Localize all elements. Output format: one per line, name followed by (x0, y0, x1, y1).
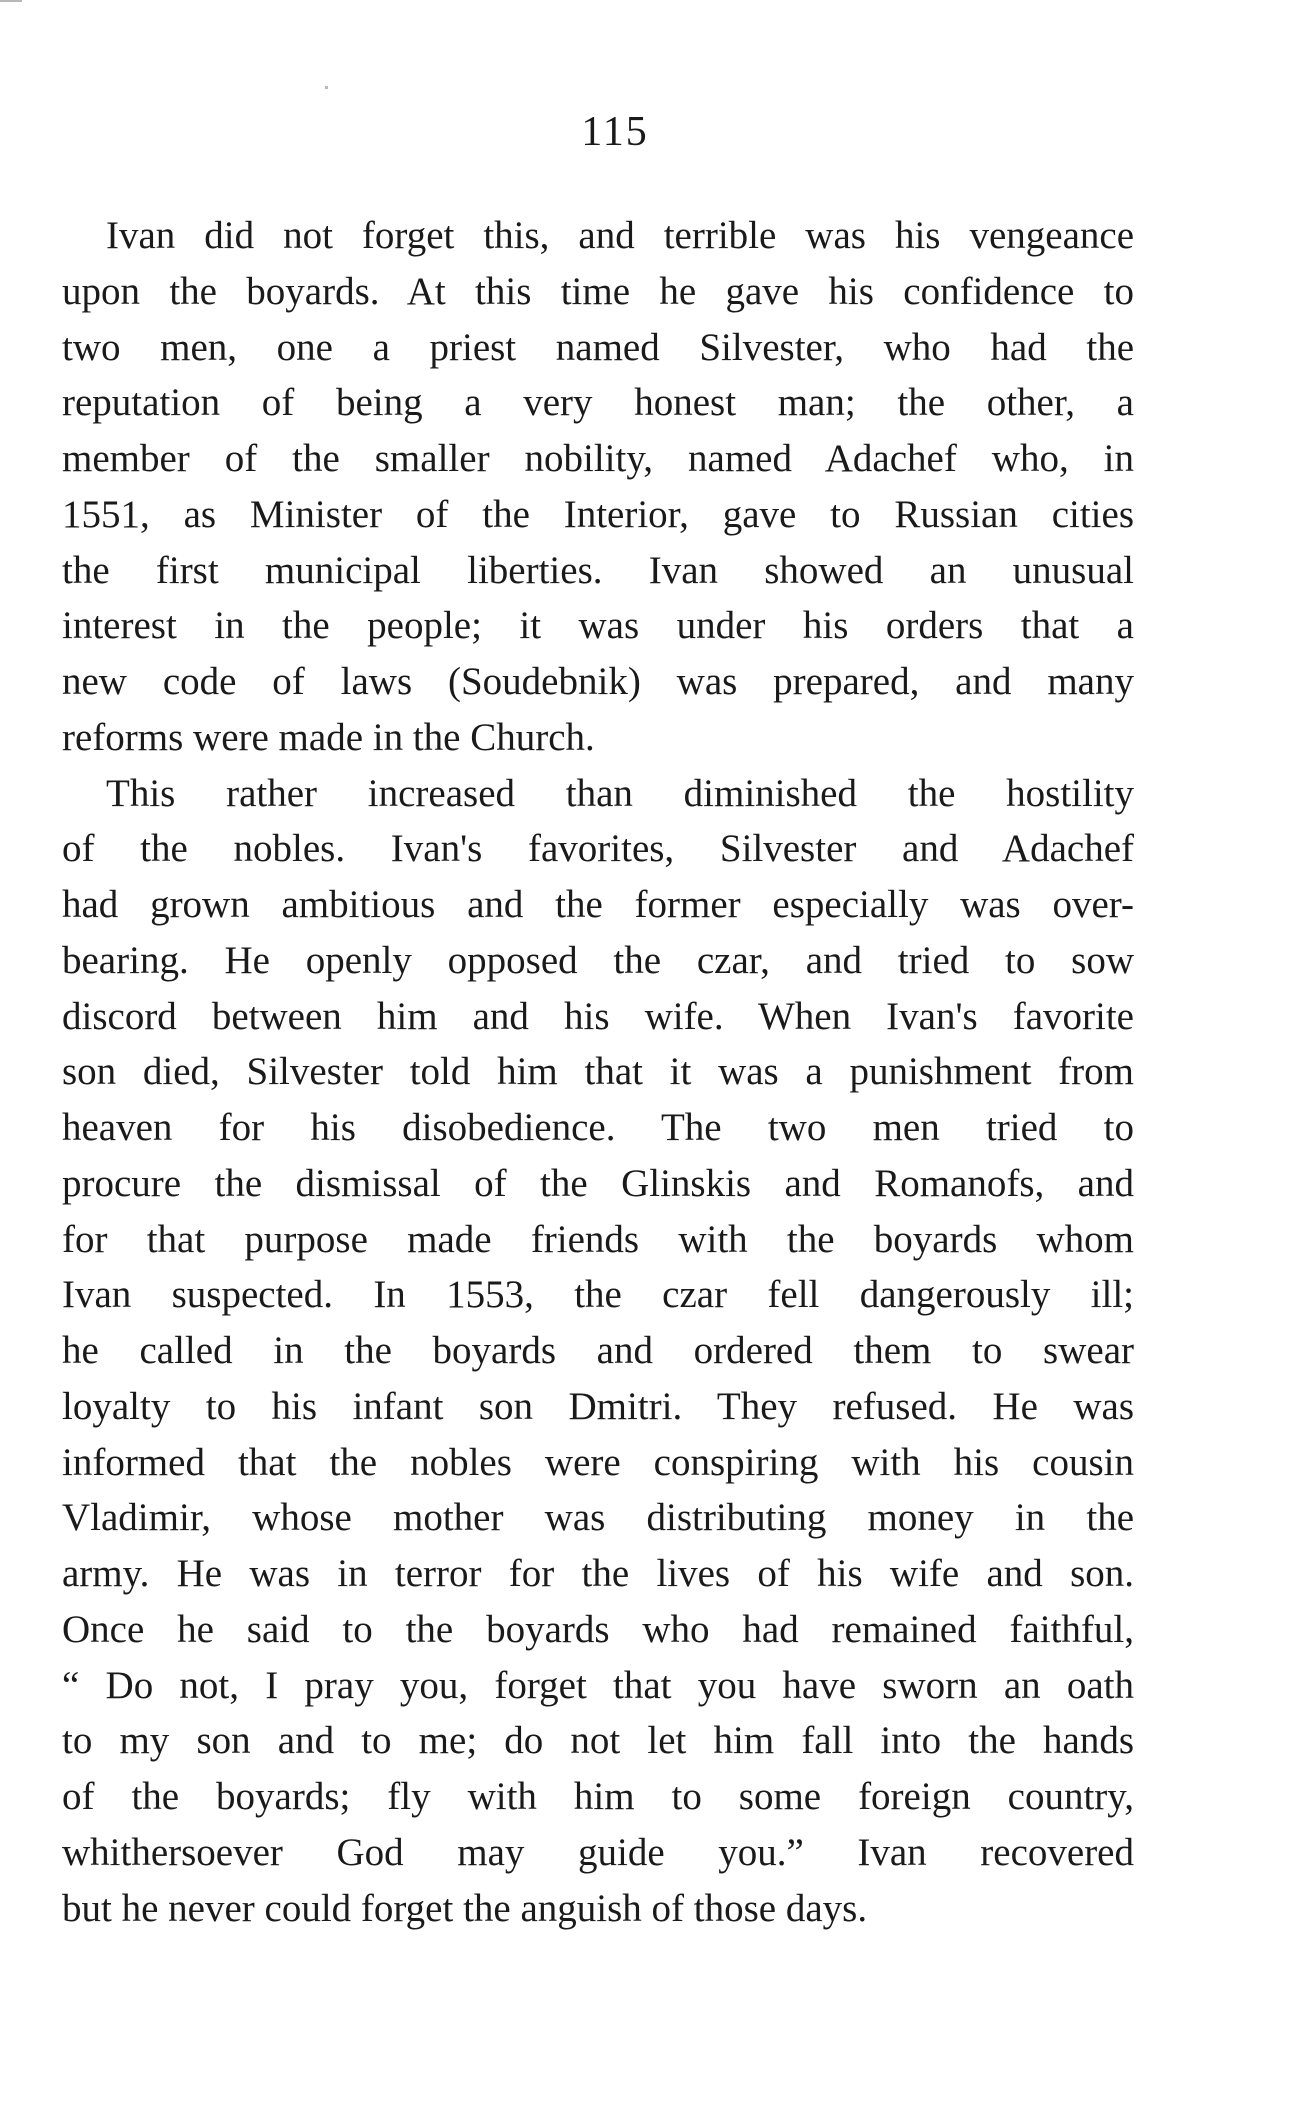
text-line: loyalty to his infant son Dmitri. They refused. He was (62, 1384, 1134, 1428)
text-line: Ivan did not forget this, and terrible was his vengeance (106, 214, 1134, 257)
text-line: new code of laws (Soudebnik) was prepared, and many (62, 660, 1134, 703)
text-line: member of the smaller nobility, named Adachef who, in (62, 437, 1134, 480)
text-line: Once he said to the boyards who had remained faithful, (62, 1607, 1134, 1651)
text-line: son died, Silvester told him that it was a punishment from (62, 1050, 1134, 1094)
text-line: for that purpose made friends with the boyards whom (62, 1217, 1134, 1261)
body-text (62, 208, 1134, 1936)
text-line: 1551, as Minister of the Interior, gave to Russian cities (62, 492, 1134, 536)
text-line: heaven for his disobedience. The two men tried to (62, 1106, 1134, 1149)
scan-edge-mark (0, 0, 22, 2)
text-line: “ Do not, I pray you, forget that you have sworn an oath (62, 1663, 1134, 1707)
text-line: the first municipal liberties. Ivan showed an unusual (62, 548, 1134, 592)
text-line: to my son and to me; do not let him fall into the hands (62, 1719, 1134, 1763)
text-line: This rather increased than diminished the hostility (106, 771, 1134, 815)
text-line: two men, one a priest named Silvester, who had the (62, 325, 1134, 369)
page-number: 115 (581, 109, 649, 155)
text-line: upon the boyards. At this time he gave his confidence to (62, 269, 1134, 313)
text-line: discord between him and his wife. When Ivan's favorite (62, 994, 1134, 1038)
text-line: bearing. He openly opposed the czar, and tried to sow (62, 938, 1134, 982)
text-line: interest in the people; it was under his orders that a (62, 604, 1134, 648)
text-line: had grown ambitious and the former especially was over- (62, 883, 1134, 926)
text-line: Vladimir, whose mother was distributing money in the (62, 1496, 1134, 1540)
text-line: army. He was in terror for the lives of his wife and son. (62, 1552, 1134, 1595)
text-line: whithersoever God may guide you.” Ivan recovered (62, 1830, 1134, 1874)
text-line: Ivan suspected. In 1553, the czar fell dangerously ill; (62, 1273, 1134, 1317)
text-line: but he never could forget the anguish of those days. (62, 1886, 868, 1930)
text-line: procure the dismissal of the Glinskis and Romanofs, and (62, 1161, 1134, 1205)
text-line: reputation of being a very honest man; the other, a (62, 381, 1134, 425)
text-line: he called in the boyards and ordered them to swear (62, 1329, 1134, 1372)
text-line: of the nobles. Ivan's favorites, Silvester and Adachef (62, 827, 1134, 871)
text-line: reforms were made in the Church. (62, 715, 595, 759)
text-line: of the boyards; fly with him to some foreign country, (62, 1775, 1134, 1818)
scan-dust-speck (325, 86, 328, 89)
text-line: informed that the nobles were conspiring with his cousin (62, 1440, 1134, 1484)
